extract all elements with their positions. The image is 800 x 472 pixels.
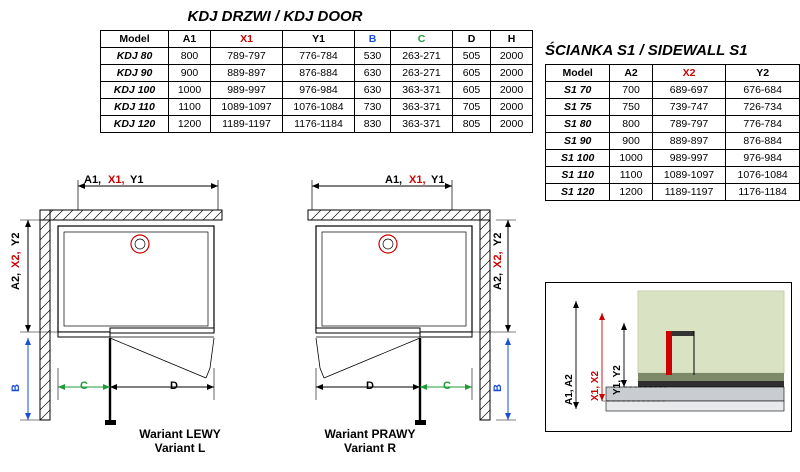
kdj-header-row (101, 31, 533, 48)
s1-cell-x2: 689-697 (652, 82, 726, 99)
wall-top-hatch (308, 210, 490, 220)
s1-cell-a2: 1200 (610, 184, 652, 201)
kdj-cell-d: 805 (453, 116, 491, 133)
s1-cell-x2: 1089-1097 (652, 167, 726, 184)
s1-cell-model: S1 120 (546, 184, 610, 201)
variant-left-label-en: Variant L (154, 441, 206, 455)
s1-col-y2: Y2 (726, 65, 800, 82)
thumb-label-x1x2: X1, X2 (590, 370, 601, 401)
kdj-cell-d: 605 (453, 65, 491, 82)
variant-right-label-en: Variant R (343, 441, 397, 455)
s1-table-title: ŚCIANKA S1 / SIDEWALL S1 (545, 42, 748, 59)
kdj-col-c: C (391, 31, 453, 48)
right-side-dim-y2: Y2 (492, 232, 504, 246)
kdj-cell-x1: 789-797 (211, 48, 283, 65)
kdj-cell-c: 363-371 (391, 99, 453, 116)
s1-cell-y2: 876-884 (726, 133, 800, 150)
wall-left-hatch (40, 210, 50, 420)
kdj-cell-x1: 989-997 (211, 82, 283, 99)
s1-cell-a2: 1000 (610, 150, 652, 167)
table-row (546, 184, 800, 201)
variant-right-drawing (260, 172, 530, 462)
s1-cell-model: S1 75 (546, 99, 610, 116)
left-dim-b: B (10, 384, 22, 392)
table-row (101, 82, 533, 99)
kdj-cell-b: 730 (355, 99, 391, 116)
kdj-cell-model: KDJ 120 (101, 116, 169, 133)
s1-col-x2: X2 (652, 65, 726, 82)
left-top-dim-y1: Y1 (130, 174, 144, 186)
s1-cell-x2: 739-747 (652, 99, 726, 116)
kdj-cell-b: 830 (355, 116, 391, 133)
shower-tray (316, 226, 472, 332)
left-side-dim-x2: X2, (10, 251, 22, 268)
s1-cell-y2: 726-734 (726, 99, 800, 116)
table-row (546, 133, 800, 150)
kdj-cell-h: 2000 (491, 48, 533, 65)
kdj-cell-x1: 889-897 (211, 65, 283, 82)
thumb-label-y1y2: Y1, Y2 (612, 365, 623, 395)
table-row (546, 99, 800, 116)
left-top-dim-a1: A1, (84, 174, 102, 186)
right-b-dimension (496, 338, 516, 420)
s1-cell-model: S1 100 (546, 150, 610, 167)
s1-cell-x2: 889-897 (652, 133, 726, 150)
kdj-cell-y1: 876-884 (283, 65, 355, 82)
variant-right-label-pl: Wariant PRAWY (324, 427, 416, 441)
kdj-cell-b: 630 (355, 82, 391, 99)
s1-header-row (546, 65, 800, 82)
right-side-dim-x2: X2, (492, 251, 504, 268)
kdj-cell-b: 630 (355, 65, 391, 82)
left-top-dim-x1: X1, (108, 174, 125, 186)
kdj-col-d: D (453, 31, 491, 48)
kdj-cell-y1: 776-784 (283, 48, 355, 65)
kdj-col-h: H (491, 31, 533, 48)
left-dim-d: D (170, 380, 178, 392)
kdj-col-b: B (355, 31, 391, 48)
table-row (101, 48, 533, 65)
kdj-col-x1: X1 (211, 31, 283, 48)
kdj-cell-a1: 800 (169, 48, 211, 65)
s1-cell-a2: 800 (610, 116, 652, 133)
s1-spec-table (545, 64, 800, 201)
kdj-cell-a1: 1200 (169, 116, 211, 133)
glass-panels (316, 328, 472, 337)
kdj-cell-model: KDJ 110 (101, 99, 169, 116)
kdj-col-y1: Y1 (283, 31, 355, 48)
glass-panels (58, 328, 214, 337)
s1-cell-y2: 776-784 (726, 116, 800, 133)
kdj-cell-h: 2000 (491, 82, 533, 99)
thumb-label-a1a2: A1, A2 (564, 374, 575, 405)
kdj-cell-a1: 1000 (169, 82, 211, 99)
right-top-dim-a1: A1, (385, 174, 403, 186)
kdj-col-model: Model (101, 31, 169, 48)
table-row (546, 150, 800, 167)
variant-left-label-pl: Wariant LEWY (139, 427, 221, 441)
s1-cell-model: S1 70 (546, 82, 610, 99)
kdj-cell-c: 363-371 (391, 82, 453, 99)
kdj-cell-d: 705 (453, 99, 491, 116)
kdj-cell-y1: 1076-1084 (283, 99, 355, 116)
wall-top-hatch (40, 210, 222, 220)
section-detail-drawing (546, 283, 789, 429)
section-detail-panel (545, 282, 792, 432)
right-top-dim-x1: X1, (409, 174, 426, 186)
kdj-cell-c: 363-371 (391, 116, 453, 133)
s1-col-model: Model (546, 65, 610, 82)
right-dim-b: B (492, 384, 504, 392)
s1-cell-x2: 789-797 (652, 116, 726, 133)
kdj-cell-x1: 1189-1197 (211, 116, 283, 133)
kdj-cell-y1: 1176-1184 (283, 116, 355, 133)
kdj-cell-a1: 900 (169, 65, 211, 82)
s1-cell-y2: 676-684 (726, 82, 800, 99)
table-row (101, 116, 533, 133)
s1-col-a2: A2 (610, 65, 652, 82)
kdj-cell-h: 2000 (491, 99, 533, 116)
s1-cell-a2: 900 (610, 133, 652, 150)
kdj-cell-a1: 1100 (169, 99, 211, 116)
kdj-cell-y1: 976-984 (283, 82, 355, 99)
door-leaf (105, 338, 214, 425)
table-row (546, 82, 800, 99)
kdj-cell-b: 530 (355, 48, 391, 65)
right-dim-c: C (443, 380, 451, 392)
s1-cell-a2: 750 (610, 99, 652, 116)
s1-cell-y2: 1176-1184 (726, 184, 800, 201)
s1-cell-model: S1 90 (546, 133, 610, 150)
shower-tray (58, 226, 214, 332)
kdj-spec-table (100, 30, 533, 133)
left-side-dim-a2: A2, (10, 272, 22, 290)
table-row (101, 65, 533, 82)
s1-cell-model: S1 110 (546, 167, 610, 184)
s1-cell-x2: 1189-1197 (652, 184, 726, 201)
kdj-cell-model: KDJ 100 (101, 82, 169, 99)
s1-cell-x2: 989-997 (652, 150, 726, 167)
left-b-dimension (20, 338, 40, 420)
kdj-cell-x1: 1089-1097 (211, 99, 283, 116)
left-vertical-dimension (20, 220, 58, 332)
kdj-cell-d: 605 (453, 82, 491, 99)
kdj-cell-model: KDJ 80 (101, 48, 169, 65)
left-side-dim-y2: Y2 (10, 232, 22, 246)
variant-left-drawing (10, 172, 270, 462)
kdj-cell-h: 2000 (491, 116, 533, 133)
kdj-cell-model: KDJ 90 (101, 65, 169, 82)
s1-cell-a2: 1100 (610, 167, 652, 184)
kdj-cell-c: 263-271 (391, 65, 453, 82)
wall-right-hatch (480, 210, 490, 420)
right-dim-d: D (366, 380, 374, 392)
left-dim-c: C (80, 380, 88, 392)
table-row (546, 116, 800, 133)
table-row (101, 99, 533, 116)
s1-cell-y2: 976-984 (726, 150, 800, 167)
kdj-col-a1: A1 (169, 31, 211, 48)
right-top-dim-y1: Y1 (431, 174, 445, 186)
kdj-cell-d: 505 (453, 48, 491, 65)
kdj-cell-c: 263-271 (391, 48, 453, 65)
s1-cell-y2: 1076-1084 (726, 167, 800, 184)
table-row (546, 167, 800, 184)
kdj-cell-h: 2000 (491, 65, 533, 82)
s1-cell-model: S1 80 (546, 116, 610, 133)
kdj-table-title: KDJ DRZWI / KDJ DOOR (187, 8, 363, 25)
s1-cell-a2: 700 (610, 82, 652, 99)
right-side-dim-a2: A2, (492, 272, 504, 290)
